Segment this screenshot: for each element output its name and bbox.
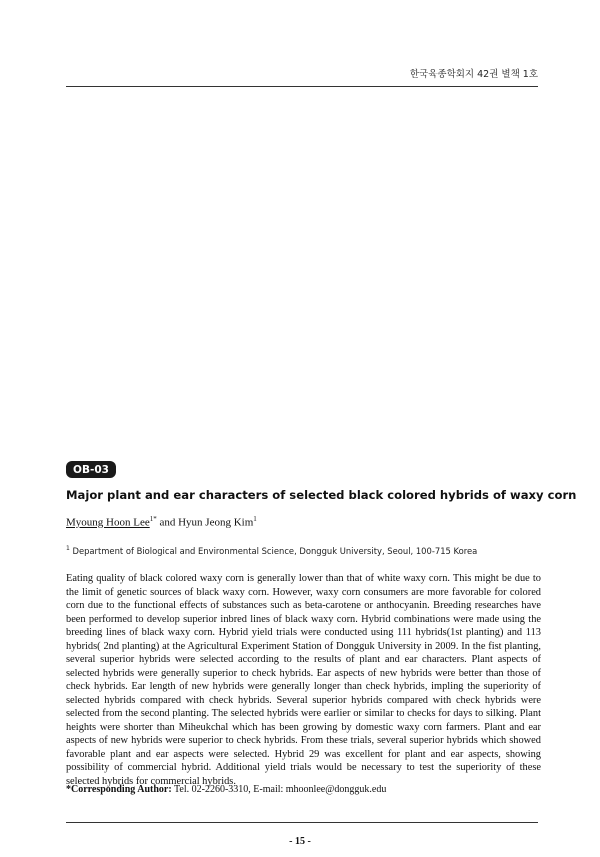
abstract-body: Eating quality of black colored waxy corn is generally lower than that of white waxy corn. This might be due to the limit of genetic sources of black waxy corn. However, waxy corn consumers are more favorable for colored corn due to the functional effects of substances such as beta-carotene or anthocyanin. Breeding researches have been performed to develop superior inbred lines of black waxy corn. Hybrid combinations were made using the breeding lines of black waxy corn. Hybrid yield trials were conducted using 111 hybrids(1st planting) and 113 hybrids( 2nd planting) at the Agricultural Experiment Station of Dongguk University in 2009. In the fist planting, several superior hybrids were selected according to the results of plant and ear characters. Plant aspects of selected hybrids were generally superior to check hybrids. Ear aspects of new hybrids were better than those of check hybrids. Ear length of new hybrids were generally longer than check hybrids, impling the superiority of selected hybrids compared with check hybrids. Several superior hybrids compared with check hybrids were selected from the second planting. The selected hybrids were earlier or similar to checks for days to silking. Plant heights were shorter than Miheukchal which has been growing by domestic waxy corn farmers. Plant and ear aspects of new hybrids were superior to check hybrids. From these trials, several superior hybrids which showed favorable plant and ear aspects were selected. Hybrid 29 was excellent for plant and ear aspects, showing possibility of commercial hybrid. Additional yield trials would be necessary to test the superiority of these selected hybrids for commercial hybrids.	[66, 573, 541, 787]
affiliation-text: Department of Biological and Environmental Science, Dongguk University, Seoul, 100-715 Korea	[72, 545, 478, 556]
running-header: 한국육종학회지 42권 별책 1호	[409, 69, 538, 80]
footer-rule	[66, 822, 538, 823]
header-rule	[66, 86, 538, 87]
author-affiliation-mark: 1	[253, 515, 257, 523]
corresponding-author	[66, 784, 386, 795]
abstract-code-badge: OB-03	[66, 461, 116, 478]
affiliation-mark: 1	[66, 545, 70, 552]
author-line	[66, 515, 257, 529]
author-connector: and	[159, 516, 176, 529]
corresponding-label: *Corresponding Author:	[66, 784, 172, 795]
page-number: - 15 -	[289, 836, 311, 847]
corresponding-details: Tel. 02-2260-3310, E-mail: mhoonlee@dongguk.edu	[174, 784, 387, 795]
author-affiliation-mark: 1*	[149, 515, 157, 523]
author-name: Hyun Jeong Kim	[178, 516, 254, 529]
affiliation	[66, 545, 477, 556]
author-name: Myoung Hoon Lee	[66, 516, 150, 529]
abstract-title: Major plant and ear characters of selected black colored hybrids of waxy corn	[66, 488, 577, 502]
